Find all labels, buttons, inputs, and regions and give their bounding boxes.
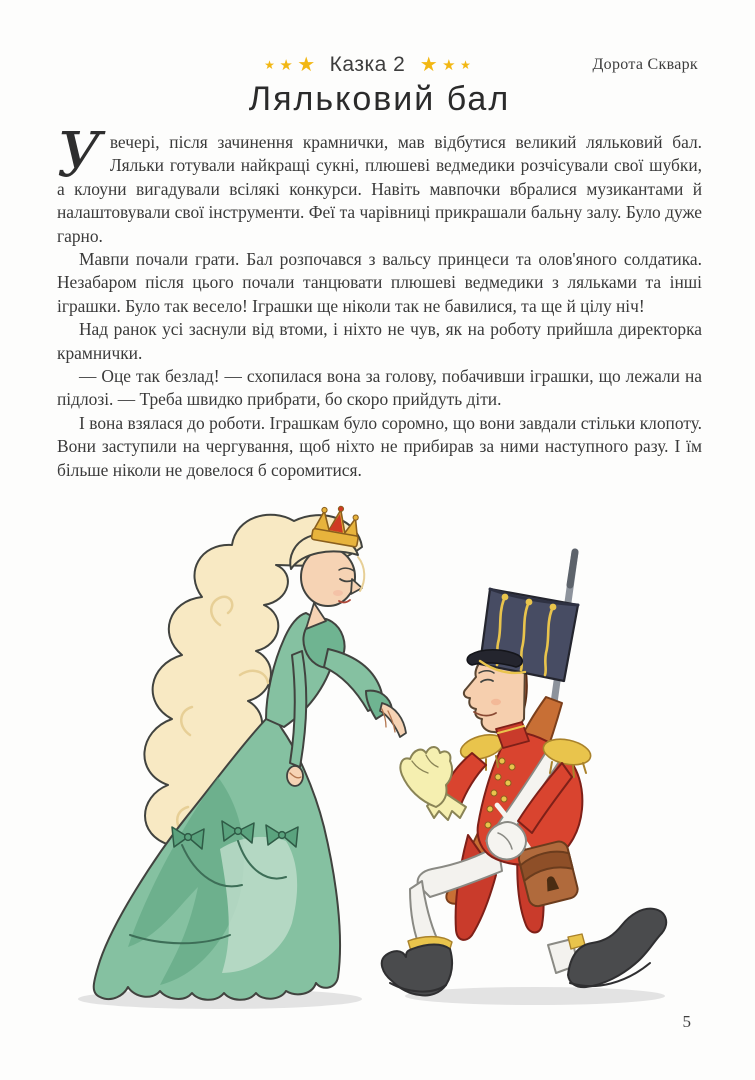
back-boot: [568, 909, 666, 987]
star-icon: ★: [460, 58, 471, 72]
princess-doll: [94, 505, 406, 1000]
paragraph: [57, 118, 702, 248]
star-icon: ★: [419, 54, 438, 76]
star-icon: ★: [279, 56, 293, 74]
tale-number-label: Казка 2: [329, 53, 406, 76]
star-icon: ★: [264, 58, 275, 72]
paragraph: І вона взялася до роботи. Іграшкам було соромно, що вони завдали стільки клопоту. Вони заступили на чергування, щоб ніхто не прибирав за ними наступного разу. І їм більше ніколи не довелося б соромитися.: [57, 412, 702, 480]
tin-soldier: [382, 552, 666, 996]
shadow: [405, 987, 665, 1005]
story-text: [57, 118, 702, 482]
page-title: Ляльковий бал: [248, 80, 511, 118]
dropcap-letter: У: [57, 118, 102, 191]
crown: [311, 505, 363, 547]
star-icon: ★: [297, 54, 316, 76]
author-name: Дорота Скварк: [592, 56, 698, 73]
paragraph: Мавпи почали грати. Бал розпочався з вальсу принцеси та олов'яного солдатика. Незабаром після цього почали танцювати плюшеві ведмедики з ляльками та інші іграшки. Було так весело! Іграшки ще ніколи так не бавилися, та ще й цілу ніч!: [57, 249, 702, 316]
paragraph-text: вечері, після зачинення крамнички, мав відбутися великий ляльковий бал. Ляльки готували найкращі сукні, плюшеві ведмедики розчісували свої шубки, а клоуни вигадували всілякі конкурси. Навіть мавпочки вбралися музикантами й налаштовували свої інструменти. Феї та чарівниці прикрашали бальну залу. Було дуже гарно.: [57, 132, 702, 246]
page-number: 5: [682, 1012, 691, 1031]
illustration-princess-and-soldier: [70, 505, 670, 1015]
paragraph: Над ранок усі заснули від втоми, і ніхто не чув, як на роботу прийшла директорка крамнички.: [57, 319, 702, 363]
star-icon: ★: [442, 56, 456, 74]
paragraph: — Оце так безлад! — схопилася вона за голову, побачивши іграшки, що лежали на підлозі. — Треба швидко прибрати, бо скоро прийдуть діти.: [57, 366, 702, 410]
